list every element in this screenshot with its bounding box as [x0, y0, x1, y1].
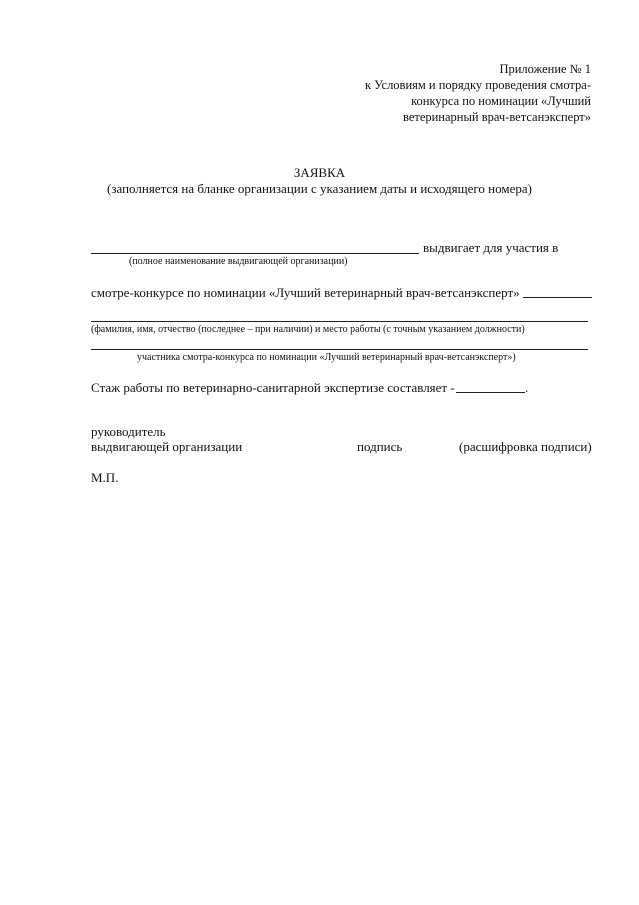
- appendix-line-1: Приложение № 1: [499, 62, 591, 76]
- head-role-line-1: руководитель: [91, 424, 166, 439]
- participant-name-caption: (фамилия, имя, отчество (последнее – при наличии) и место работы (с точным указанием должности): [91, 324, 525, 335]
- contest-line-blank[interactable]: [523, 297, 592, 298]
- contest-nomination-text: смотре-конкурсе по номинации «Лучший ветеринарный врач-ветсанэксперт»: [91, 285, 520, 300]
- appendix-heading: [365, 61, 591, 125]
- appendix-line-2: к Условиям и порядку проведения смотра-: [364, 78, 591, 92]
- signature-decode-label: (расшифровка подписи): [459, 439, 592, 454]
- appendix-line-3: конкурса по номинации «Лучший: [411, 94, 591, 108]
- experience-period: .: [525, 380, 529, 395]
- stamp-place: М.П.: [91, 470, 119, 485]
- organization-name-line[interactable]: [91, 253, 419, 254]
- participant-name-line[interactable]: [91, 321, 588, 322]
- experience-text: Стаж работы по ветеринарно-санитарной экспертизе составляет -: [91, 380, 455, 395]
- head-role-line-2: выдвигающей организации: [91, 439, 243, 454]
- organization-name-caption: (полное наименование выдвигающей организации): [129, 256, 348, 267]
- document-subtitle: (заполняется на бланке организации с указанием даты и исходящего номера): [107, 181, 532, 196]
- document-title: ЗАЯВКА: [293, 165, 346, 180]
- signature-label: подпись: [357, 439, 403, 454]
- nominates-text: выдвигает для участия в: [423, 240, 559, 255]
- appendix-line-4: ветеринарный врач-ветсанэксперт»: [402, 110, 591, 124]
- participant-position-line[interactable]: [91, 349, 588, 350]
- participant-position-caption: участника смотра-конкурса по номинации «Лучший ветеринарный врач-ветсанэксперт»): [137, 352, 516, 363]
- experience-blank[interactable]: [456, 392, 525, 393]
